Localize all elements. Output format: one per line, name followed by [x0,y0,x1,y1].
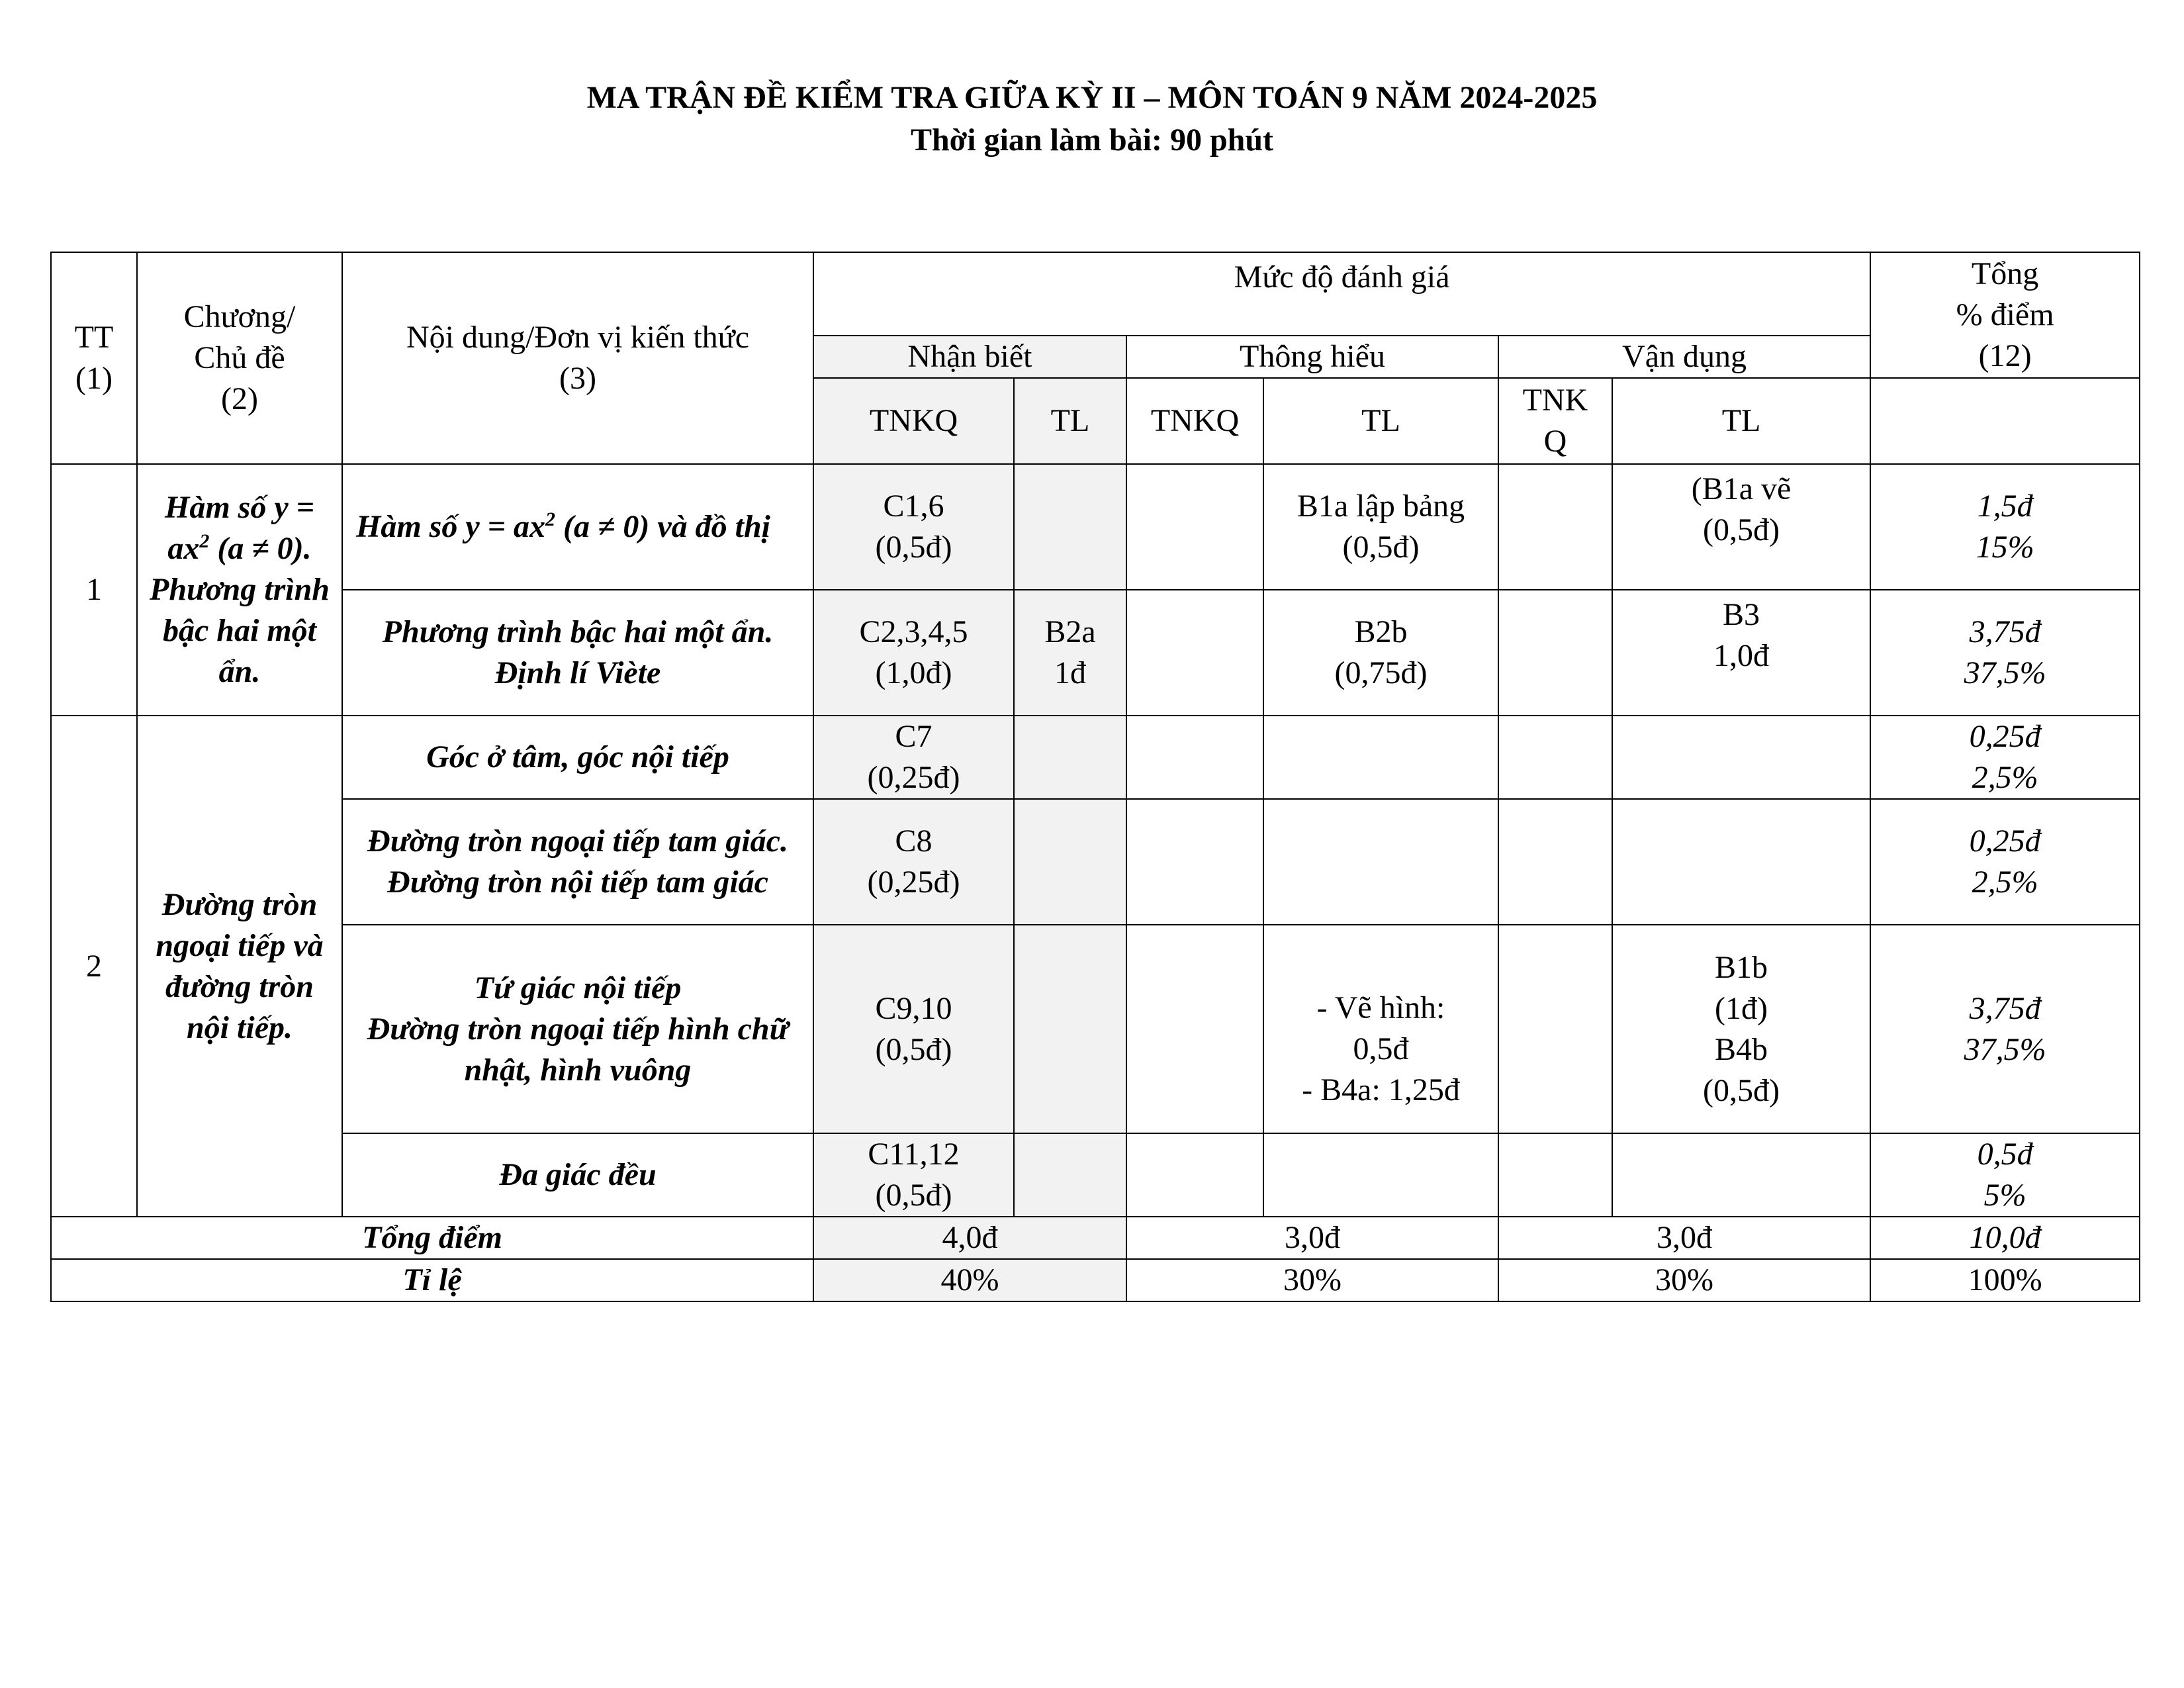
document-subtitle: Thời gian làm bài: 90 phút [910,122,1274,158]
nb-tnkq-cell: C11,12 (0,5đ) [813,1133,1014,1217]
table-row [51,925,2140,1133]
th-tl-cell: - Vẽ hình: 0,5đ - B4a: 1,25đ [1263,925,1498,1133]
vd-tl-cell: B3 1,0đ [1612,590,1870,716]
header-total: Tổng % điểm (12) [1870,252,2140,378]
content-cell: Góc ở tâm, góc nội tiếp [342,716,813,799]
total-all: 10,0đ [1870,1217,2140,1259]
group2-tt: 2 [51,716,137,1217]
nb-tnkq-cell: C1,6 (0,5đ) [813,464,1014,590]
header-chapter: Chương/ Chủ đề (2) [137,252,342,464]
header-content: Nội dung/Đơn vị kiến thức (3) [342,252,813,464]
th-tl-cell [1263,716,1498,799]
th-tnkq-cell [1126,590,1263,716]
th-tnkq-cell [1126,716,1263,799]
th-tl-cell: B2b (0,75đ) [1263,590,1498,716]
table-row [51,464,2140,590]
content-cell: Hàm số $y = ax^2$ (a ≠ 0) và đồ thị [342,464,813,590]
nb-tl-cell [1014,716,1126,799]
vd-tl-cell [1612,716,1870,799]
content-cell: Đường tròn ngoại tiếp tam giác. Đường tròn nội tiếp tam giác [342,799,813,925]
th-tnkq-cell [1126,464,1263,590]
th-tnkq-cell [1126,799,1263,925]
total-cell: 0,25đ 2,5% [1870,716,2140,799]
ratio-label: Tỉ lệ [51,1259,813,1301]
total-score-row [51,1217,2140,1259]
th-tl-cell: B1a lập bảng (0,5đ) [1263,464,1498,590]
header-th-tl: TL [1263,378,1498,464]
th-tl-cell [1263,799,1498,925]
total-score-label: Tổng điểm [51,1217,813,1259]
nb-tnkq-cell: C7 (0,25đ) [813,716,1014,799]
header-vd-tl: TL [1612,378,1870,464]
nb-tl-cell: B2a 1đ [1014,590,1126,716]
total-cell: 0,5đ 5% [1870,1133,2140,1217]
group2-chapter: Đường tròn ngoại tiếp và đường tròn nội tiếp. [137,716,342,1217]
ratio-all: 100% [1870,1259,2140,1301]
header-row-1 [51,252,2140,336]
table-row [51,799,2140,925]
nb-tnkq-cell: C9,10 (0,5đ) [813,925,1014,1133]
header-tt: TT (1) [51,252,137,464]
table-row [51,716,2140,799]
total-cell: 0,25đ 2,5% [1870,799,2140,925]
header-van-dung: Vận dụng [1498,336,1870,378]
content-cell: Tứ giác nội tiếp Đường tròn ngoại tiếp hình chữ nhật, hình vuông [342,925,813,1133]
group1-chapter: Hàm số $y = ax^2$ (a ≠ 0). Phương trình bậc hai một ẩn. [137,464,342,716]
vd-tl-cell [1612,1133,1870,1217]
total-cell: 3,75đ 37,5% [1870,590,2140,716]
content-cell: Phương trình bậc hai một ẩn. Định lí Viète [342,590,813,716]
total-thong-hieu: 3,0đ [1126,1217,1498,1259]
vd-tnkq-cell [1498,590,1612,716]
total-cell: 3,75đ 37,5% [1870,925,2140,1133]
vd-tnkq-cell [1498,1133,1612,1217]
nb-tl-cell [1014,1133,1126,1217]
vd-tnkq-cell [1498,925,1612,1133]
vd-tnkq-cell [1498,799,1612,925]
nb-tnkq-cell: C8 (0,25đ) [813,799,1014,925]
header-thong-hieu: Thông hiểu [1126,336,1498,378]
header-vd-tnkq: TNK Q [1498,378,1612,464]
th-tnkq-cell [1126,1133,1263,1217]
vd-tnkq-cell [1498,716,1612,799]
vd-tl-cell [1612,799,1870,925]
ratio-nhan-biet: 40% [813,1259,1126,1301]
header-th-tnkq: TNKQ [1126,378,1263,464]
total-cell: 1,5đ 15% [1870,464,2140,590]
header-nb-tnkq: TNKQ [813,378,1014,464]
vd-tnkq-cell [1498,464,1612,590]
table-row [51,1133,2140,1217]
ratio-van-dung: 30% [1498,1259,1870,1301]
assessment-matrix-table [50,252,2140,1302]
total-van-dung: 3,0đ [1498,1217,1870,1259]
nb-tl-cell [1014,799,1126,925]
header-nb-tl: TL [1014,378,1126,464]
th-tl-cell [1263,1133,1498,1217]
nb-tl-cell [1014,925,1126,1133]
vd-tl-cell: (B1a vẽ (0,5đ) [1612,464,1870,590]
header-level: Mức độ đánh giá [813,252,1870,336]
header-total-empty [1870,378,2140,464]
nb-tnkq-cell: C2,3,4,5 (1,0đ) [813,590,1014,716]
ratio-thong-hieu: 30% [1126,1259,1498,1301]
th-tnkq-cell [1126,925,1263,1133]
group1-tt: 1 [51,464,137,716]
header-nhan-biet: Nhận biết [813,336,1126,378]
nb-tl-cell [1014,464,1126,590]
ratio-row [51,1259,2140,1301]
document-title: MA TRẬN ĐỀ KIỂM TRA GIỮA KỲ II – MÔN TOÁN 9 NĂM 2024-2025 [586,80,1598,115]
content-cell: Đa giác đều [342,1133,813,1217]
vd-tl-cell: B1b (1đ) B4b (0,5đ) [1612,925,1870,1133]
total-nhan-biet: 4,0đ [813,1217,1126,1259]
table-row [51,590,2140,716]
